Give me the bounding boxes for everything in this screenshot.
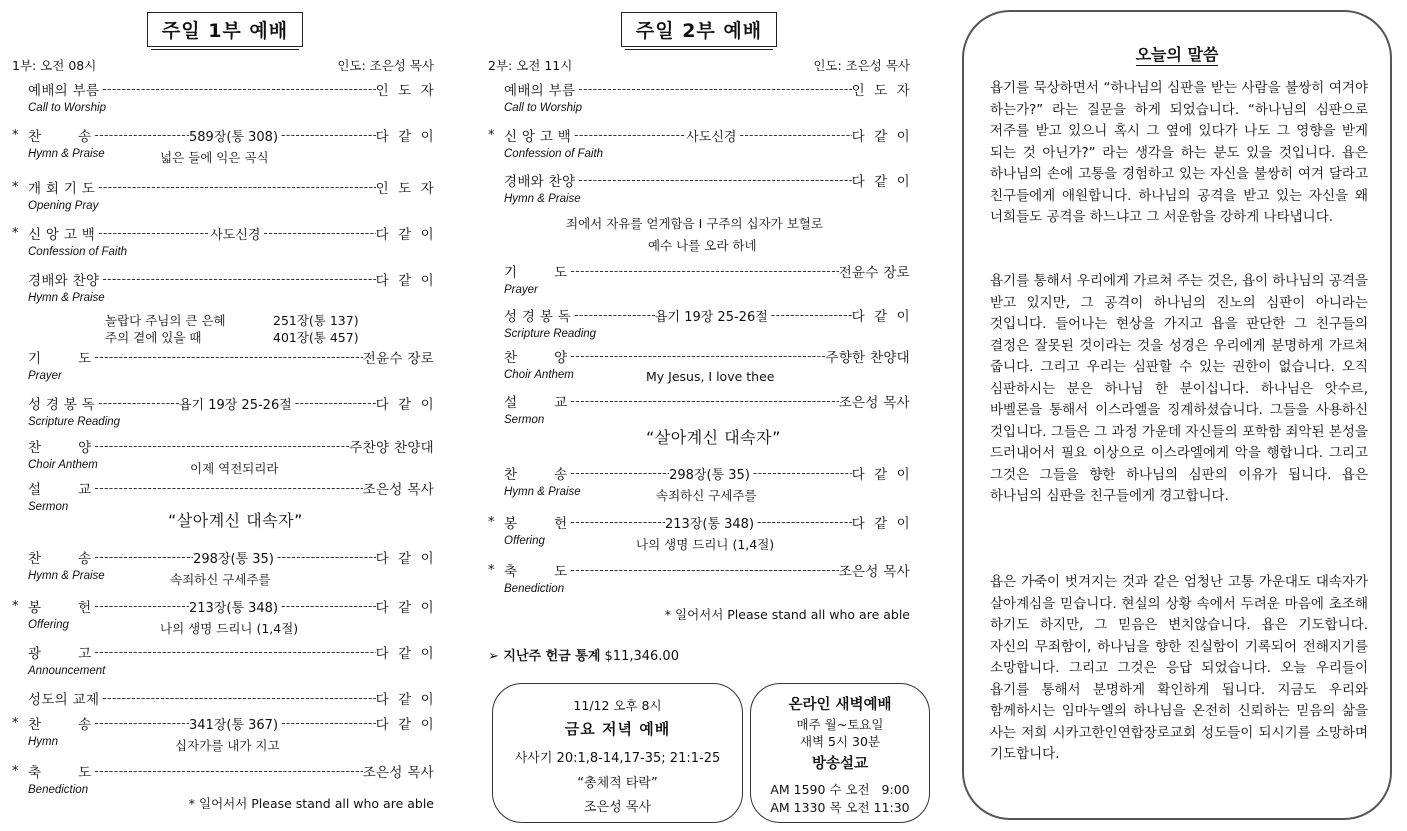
todays-word-panel [962, 10, 1392, 820]
order-item-leader: 주찬양 찬양대 [349, 440, 434, 456]
service1-time: 1부: 오전 08시 [12, 58, 97, 73]
leader-dots [571, 128, 686, 142]
order-item-leader: 전윤수 장로 [362, 351, 434, 367]
order-item-leader: 다 같 이 [851, 174, 910, 190]
order-item-detail: 589장(통 308) [189, 129, 279, 145]
order-item-leader: 다 같 이 [375, 646, 434, 662]
stand-marker: * [12, 715, 19, 731]
leader-dots [567, 515, 665, 529]
leader-dots [567, 466, 669, 480]
order-item [504, 392, 910, 410]
order-item-english: Hymn & Praise [504, 486, 581, 498]
order-item-english: Scripture Reading [28, 416, 121, 428]
leader-dots [91, 716, 189, 730]
order-item [28, 394, 434, 412]
order-item-label: 예배의 부름 [504, 83, 576, 99]
offering-amount: $11,346.00 [604, 649, 679, 664]
order-item-label: 축 도 [28, 765, 92, 781]
am1590-schedule: AM 1590 수 오전 9:00 [770, 782, 910, 797]
order-item [12, 762, 434, 781]
order-item-leader: 다 같 이 [375, 692, 434, 708]
leader-dots [91, 599, 189, 613]
online-title: 온라인 새벽예배 [788, 697, 892, 713]
order-item-english: Sermon [28, 501, 69, 513]
friday-title: 금요 저녁 예배 [564, 720, 671, 738]
order-item-label: 성 경 봉 독 [28, 397, 96, 413]
praise-song-1-num: 251장(통 137) [273, 313, 359, 328]
order-item-detail: 사도신경 [210, 227, 261, 243]
order-item-note: 속죄하신 구세주를 [170, 572, 271, 587]
am1330-schedule: AM 1330 목 오전 11:30 [770, 800, 910, 815]
order-item-leader: 조은성 목사 [838, 395, 910, 411]
order-item-label: 찬 양 [504, 350, 568, 366]
leader-dots [750, 466, 852, 480]
order-item [504, 464, 910, 482]
praise-song-2-num: 401장(통 457) [273, 330, 359, 345]
order-item [12, 714, 434, 733]
praise-song-2: 주의 곁에 있을 때 [105, 330, 202, 345]
order-item [12, 224, 434, 243]
leader-dots [768, 308, 852, 322]
leader-dots [91, 439, 349, 453]
leader-dots [278, 716, 376, 730]
leader-dots [95, 180, 375, 194]
leader-dots [91, 764, 362, 778]
order-item-english: Offering [28, 619, 69, 631]
order-item-label: 찬 송 [28, 551, 92, 567]
order-item [28, 270, 434, 288]
friday-scripture: 사사기 20:1,8-14,17-35; 21:1-25 [514, 751, 721, 766]
stand-marker: * [12, 763, 19, 779]
order-item [504, 80, 910, 98]
order-item-detail: 298장(통 35) [193, 551, 274, 567]
order-item-english: Prayer [28, 370, 62, 382]
leader-dots [91, 645, 375, 659]
leader-dots [292, 396, 376, 410]
leader-dots [567, 394, 838, 408]
leader-dots [99, 272, 375, 286]
order-item [504, 306, 910, 324]
order-item [12, 126, 434, 145]
offering-stats [488, 645, 679, 664]
order-item-detail: 욥기 19장 25-26절 [178, 397, 292, 413]
order-item-leader: 다 같 이 [375, 717, 434, 733]
order-item-label: 봉 헌 [504, 516, 568, 532]
service2-praise-line2: 예수 나를 오라 하네 [648, 238, 757, 253]
service1-sermon-title: “살아계신 대속자” [168, 511, 303, 530]
order-item [504, 262, 910, 280]
leader-dots [736, 128, 851, 142]
leader-dots [91, 481, 362, 495]
order-item-english: Hymn & Praise [28, 148, 105, 160]
online-dawn-box [750, 683, 930, 823]
order-item-leader: 다 같 이 [851, 516, 910, 532]
order-item-leader: 전윤수 장로 [838, 265, 910, 281]
service2-stand-note: * 일어서서 Please stand all who are able [664, 607, 910, 622]
service2-leader: 인도: 조은성 목사 [813, 58, 910, 73]
order-item-label: 찬 송 [504, 467, 568, 483]
order-item-english: Opening Pray [28, 200, 99, 212]
order-item-leader: 다 같 이 [851, 129, 910, 145]
order-item [28, 437, 434, 455]
order-item-english: Choir Anthem [504, 369, 574, 381]
order-item-leader: 조은성 목사 [838, 564, 910, 580]
order-item-leader: 조은성 목사 [362, 482, 434, 498]
order-item [504, 347, 910, 365]
offering-label: ➢ 지난주 헌금 통계 [488, 649, 601, 664]
leader-dots [567, 264, 838, 278]
order-item [28, 80, 434, 98]
order-item-label: 찬 송 [28, 717, 92, 733]
leader-dots [260, 226, 375, 240]
order-item-label: 설 교 [28, 482, 92, 498]
order-item [28, 643, 434, 661]
service1-header [12, 56, 438, 72]
order-item-label: 찬 송 [28, 129, 92, 145]
order-item-label: 예배의 부름 [28, 83, 100, 99]
leader-dots [91, 128, 189, 142]
order-item-detail: 213장(통 348) [665, 516, 755, 532]
leader-dots [99, 82, 375, 96]
order-item-english: Hymn [28, 736, 59, 748]
order-item-english: Call to Worship [504, 102, 582, 114]
leader-dots [274, 550, 376, 564]
leader-dots [95, 396, 179, 410]
order-item [28, 348, 434, 366]
stand-marker: * [12, 127, 19, 143]
order-item-label: 개 회 기 도 [28, 181, 96, 197]
order-item-label: 축 도 [504, 564, 568, 580]
order-item [28, 689, 434, 707]
order-item-label: 경배와 찬양 [504, 174, 576, 190]
leader-dots [754, 515, 852, 529]
leader-dots [91, 550, 193, 564]
order-item-english: Benediction [28, 784, 89, 796]
leader-dots [278, 128, 376, 142]
order-item-label: 성도의 교제 [28, 692, 100, 708]
stand-marker: * [12, 179, 19, 195]
stand-marker: * [12, 598, 19, 614]
order-item [12, 597, 434, 616]
order-item [488, 561, 910, 580]
order-item [12, 178, 434, 197]
order-item-english: Announcement [28, 665, 106, 677]
order-item-label: 찬 양 [28, 440, 92, 456]
friday-date: 11/12 오후 8시 [573, 698, 662, 713]
order-item-label: 성 경 봉 독 [504, 309, 572, 325]
service2-sermon-title: “살아계신 대속자” [646, 428, 781, 447]
order-item-english: Sermon [504, 414, 545, 426]
leader-dots [575, 173, 851, 187]
order-item-leader: 다 같 이 [375, 129, 434, 145]
broadcast-title: 방송설교 [811, 756, 869, 772]
online-time: 새벽 5시 30분 [799, 734, 881, 749]
order-item-detail: 298장(통 35) [669, 467, 750, 483]
order-item-english: Hymn & Praise [28, 292, 105, 304]
order-item-label: 신 앙 고 백 [28, 227, 96, 243]
order-item-leader: 인 도 자 [851, 83, 910, 99]
order-item-leader: 다 같 이 [375, 273, 434, 289]
leader-dots [575, 82, 851, 96]
order-item-english: Confession of Faith [504, 148, 604, 160]
friday-service-box [492, 683, 743, 823]
order-item-label: 봉 헌 [28, 600, 92, 616]
word-paragraph-3: 욥은 가죽이 벗겨지는 것과 같은 엄청난 고통 가운대도 대속자가 살아계심을 믿습니다. 현실의 상황 속에서 두려운 마음에 초조해 하기도 하지만, 그 믿음은 변치않습니다. 욥은 기도합니다. 자신의 무죄함이, 하나님을 향한 진실함이 기록되어 전해지기를 소망합니다. 그리고 그것은 응답 되었습니다. 오늘 우리들이 욥기를 통해서 분명하게 확인하게 됩니다. 지금도 우리와 함께하시는 임마누엘의 하나님을 온전히 신뢰하는 믿음의 삶을 사는 저희 시카고한인연합장로교회 성도들이 되시기를 소망하며 기도합니다. [990, 574, 1368, 762]
service2-title: 주일 2부 예배 [621, 12, 777, 47]
order-item-leader: 다 같 이 [851, 309, 910, 325]
leader-dots [99, 691, 375, 705]
order-item-detail: 사도신경 [686, 129, 737, 145]
stand-marker: * [488, 127, 495, 143]
friday-preacher: 조은성 목사 [584, 800, 651, 815]
friday-sermon: “총체적 타락” [577, 776, 658, 791]
order-item [28, 548, 434, 566]
leader-dots [278, 599, 376, 613]
service2-header [488, 56, 914, 72]
order-item [28, 479, 434, 497]
order-item-leader: 다 같 이 [375, 551, 434, 567]
order-item-detail: 213장(통 348) [189, 600, 279, 616]
order-item-label: 광 고 [28, 646, 92, 662]
order-item-english: Hymn & Praise [504, 193, 581, 205]
order-item-note: 나의 생명 드리니 (1,4절) [636, 537, 775, 552]
service1-title: 주일 1부 예배 [147, 12, 303, 47]
order-item-leader: 다 같 이 [375, 600, 434, 616]
order-item-note: 나의 생명 드리니 (1,4절) [160, 621, 299, 636]
stand-marker: * [488, 514, 495, 530]
stand-marker: * [12, 225, 19, 241]
order-item-leader: 주향한 찬양대 [825, 350, 910, 366]
order-item-leader: 다 같 이 [375, 397, 434, 413]
order-item-english: Call to Worship [28, 102, 106, 114]
word-paragraph-2: 욥기를 통해서 우리에게 가르쳐 주는 것은, 욥이 하나님의 공격을 받고 있지만, 그 공격이 하나님의 진노의 심판이 아니라는 것입니다. 들어나는 현상을 가지고 욥을 판단한 그 친구들의 결정은 잘못된 것이라는 것을 성경은 우리에게 분명하게 가르쳐 줍니다. 그리고 우리는 심판할 수 있는 권한이 없습니다. 오직 심판하시는 분은 하나님 한 분이십니다. 하나님은 앗수르, 바벨론을 통해서 이스라엘을 징계하셨습니다. 그들을 사용하신 것입니다. 그들은 그 과정 가운데 자신들의 포학함 죄악된 본성을 드러내어서 필요 이상으로 이스라엘에게 악을 행합니다. 그리고 그것은 그들을 향한 하나님의 심판의 이유가 됩니다. 욥은 하나님의 심판을 친구들에게 경고합니다. [990, 273, 1368, 504]
word-title [964, 42, 1390, 65]
word-paragraph-1: 욥기를 묵상하면서 “하나님의 심판을 받는 사람을 불쌍히 여겨야 하는가?” 라는 질문을 하게 되었습니다. “하나님의 심판으로 저주를 받고 있으니 혹시 그 옆에 있다가 나도 그 영향을 받게 되는 것 아닌가?” 라는 생각을 하는 분도 있을 것입니다. 욥은 하나님의 손에 고통을 경험하고 있는 자신을 불쌍히 여겨 달라고 친구들에게 애원합니다. 하나님의 공격을 받고 있는 자신을 왜 너희들도 공격을 하느냐고 그 서운함을 강하게 나타냅니다. [990, 80, 1368, 225]
order-item-detail: 341장(통 367) [189, 717, 279, 733]
order-item-english: Benediction [504, 583, 565, 595]
order-item-english: Confession of Faith [28, 246, 128, 258]
order-item [504, 171, 910, 189]
order-item-note: 이제 역전되리라 [190, 461, 279, 476]
stand-marker: * [488, 562, 495, 578]
praise-song-1: 놀랍다 주님의 큰 은혜 [105, 313, 226, 328]
leader-dots [571, 308, 655, 322]
service2-time: 2부: 오전 11시 [488, 58, 573, 73]
service1-stand-note: * 일어서서 Please stand all who are able [188, 796, 434, 811]
order-item-leader: 다 같 이 [851, 467, 910, 483]
order-item-leader: 다 같 이 [375, 227, 434, 243]
order-item-leader: 조은성 목사 [362, 765, 434, 781]
order-item-english: Offering [504, 535, 545, 547]
order-item-label: 설 교 [504, 395, 568, 411]
online-schedule: 매주 월~토요일 [796, 717, 884, 732]
order-item-label: 경배와 찬양 [28, 273, 100, 289]
order-item-label: 신 앙 고 백 [504, 129, 572, 145]
order-item-english: Prayer [504, 284, 538, 296]
order-item-detail: 욥기 19장 25-26절 [654, 309, 768, 325]
order-item-english: Hymn & Praise [28, 570, 105, 582]
leader-dots [95, 226, 210, 240]
word-title-text: 오늘의 말씀 [1135, 45, 1219, 64]
order-item-note: 십자가를 내가 지고 [175, 738, 280, 753]
leader-dots [567, 349, 825, 363]
leader-dots [567, 563, 838, 577]
order-item-english: Choir Anthem [28, 459, 98, 471]
leader-dots [91, 350, 362, 364]
order-item-english: Scripture Reading [504, 328, 597, 340]
order-item-note: 넓은 들에 익은 곡식 [160, 150, 269, 165]
order-item-label: 기 도 [504, 265, 568, 281]
order-item-leader: 인 도 자 [375, 181, 434, 197]
service2-praise-line1: 죄에서 자유를 얻게함음 I 구주의 십자가 보혈로 [566, 216, 823, 231]
order-item-note: My Jesus, I love thee [646, 369, 775, 384]
order-item-label: 기 도 [28, 351, 92, 367]
order-item-note: 속죄하신 구세주를 [656, 488, 757, 503]
order-item [488, 513, 910, 532]
order-item-leader: 인 도 자 [375, 83, 434, 99]
service1-leader: 인도: 조은성 목사 [337, 58, 434, 73]
order-item [488, 126, 910, 145]
